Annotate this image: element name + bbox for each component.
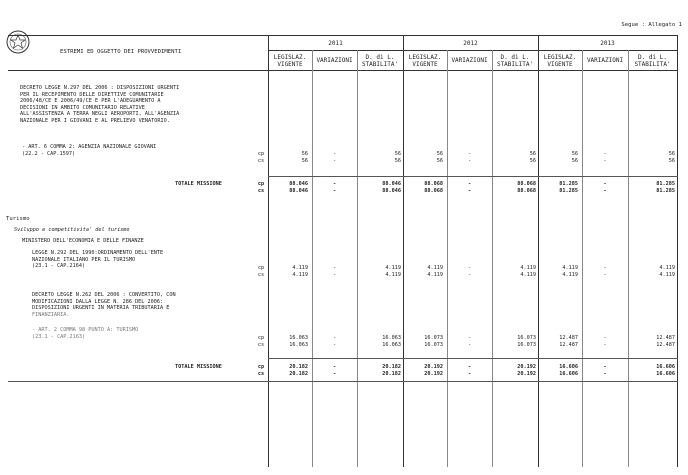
- law-292-text: LEGGE N.292 DEL 1990:ORDINAMENTO DELL'ENTE NAZIONALE ITALIANO PER IL TURISMO (23.1 - CAP.2164): [32, 250, 164, 269]
- value-var-cs: -: [332, 188, 337, 194]
- value-stab-cs: 16.073: [517, 342, 536, 348]
- value-stab-cp: 4.119: [520, 265, 536, 271]
- value-leg-cp: 12.487: [559, 335, 578, 341]
- col-divider: [403, 35, 404, 467]
- value-var-cs: -: [603, 272, 607, 278]
- year-2012: 2012: [463, 40, 478, 47]
- value-leg-cs: 4.119: [562, 272, 578, 278]
- value-leg-cp: 20.182: [289, 364, 308, 370]
- value-stab-cs: 20.192: [517, 371, 536, 377]
- cs-label: cs: [257, 342, 265, 348]
- value-var-cp: -: [332, 364, 337, 370]
- value-stab-cs: 4.119: [385, 272, 401, 278]
- value-leg-cs: 88.046: [289, 188, 308, 194]
- col-divider: [447, 50, 448, 467]
- value-var-cp: -: [332, 335, 337, 341]
- value-leg-cp: 88.068: [424, 181, 443, 187]
- subheader-2011-2: D. di L. STABILITA': [361, 54, 399, 68]
- value-var-cs: -: [467, 272, 472, 278]
- value-leg-cp: 4.119: [292, 265, 308, 271]
- decree-262-text: DECRETO LEGGE N.262 DEL 2006 : CONVERTITO, CON MODIFICAZIONI DALLA LEGGE N. 286 DEL 2006: DISPOSIZIONI URGENTI IN MATERIA TRIBUTARIA E FINANZIARIA.: [32, 292, 176, 318]
- cp-label: cp: [257, 181, 265, 187]
- decree-297-text: DECRETO LEGGE N.297 DEL 2006 : DISPOSIZIONI URGENTI PER IL RECEPIMENTO DELLE DIRETTIVE COMUNITARIE 2006/48/CE E 2006/49/CE E PER L'ADEGUAMENTO A DECISIONI IN AMBITO COMUNITARIO RELATIVE ALL'ASSISTENZA A TERRA NEGLI AEROPORTI, ALL'AGENZIA NAZIONALE PER I GIOVANI E AL PRELIEVO VENATORIO.: [20, 85, 180, 124]
- value-leg-cs: 4.119: [292, 272, 308, 278]
- total-line: [268, 176, 678, 177]
- value-stab-cp: 56: [529, 151, 536, 157]
- turismo-label: Turismo: [6, 216, 30, 222]
- table-top-border: [8, 35, 678, 36]
- value-leg-cs: 56: [571, 158, 578, 164]
- emblem-seal-icon: [6, 30, 30, 54]
- subheader-2013-0: LEGISLAZ. VIGENTE: [543, 54, 577, 68]
- value-var-cs: -: [467, 371, 472, 377]
- col-divider: [628, 50, 629, 467]
- value-stab-cs: 12.487: [656, 342, 675, 348]
- value-var-cs: -: [603, 158, 607, 164]
- value-leg-cs: 56: [436, 158, 443, 164]
- value-stab-cs: 56: [668, 158, 675, 164]
- value-leg-cp: 16.073: [424, 335, 443, 341]
- value-var-cp: -: [467, 181, 472, 187]
- subheader-2011-0: LEGISLAZ. VIGENTE: [273, 54, 307, 68]
- subheader-2011-1: VARIAZIONI: [316, 57, 353, 64]
- value-stab-cs: 88.046: [382, 188, 401, 194]
- sviluppo-label: Sviluppo e competitivita' del turismo: [14, 227, 130, 233]
- value-leg-cp: 88.046: [289, 181, 308, 187]
- segue-label: Segue : Allegato 1: [621, 22, 682, 28]
- cs-label: cs: [257, 272, 265, 278]
- value-leg-cp: 4.119: [562, 265, 578, 271]
- col-divider: [268, 35, 269, 467]
- value-var-cp: -: [603, 181, 607, 187]
- value-leg-cs: 12.487: [559, 342, 578, 348]
- art6-text: - ART. 6 COMMA 2: AGENZIA NAZIONALE GIOVANI (22.2 - CAP.1597): [22, 144, 157, 157]
- col-divider: [357, 50, 358, 467]
- total-missione-2-label: TOTALE MISSIONE: [175, 364, 222, 370]
- value-var-cp: -: [603, 364, 607, 370]
- total-line: [268, 358, 678, 359]
- cp-label: cp: [257, 335, 265, 341]
- cp-label: cp: [257, 364, 265, 370]
- header-bottom-border: [8, 70, 678, 71]
- value-stab-cs: 81.285: [656, 188, 675, 194]
- value-leg-cs: 81.285: [559, 188, 578, 194]
- cs-label: cs: [257, 188, 265, 194]
- value-leg-cp: 56: [436, 151, 443, 157]
- value-var-cp: -: [332, 265, 337, 271]
- subheader-2013-2: D. di L. STABILITA': [634, 54, 671, 68]
- column-title: ESTREMI ED OGGETTO DEI PROVVEDIMENTI: [60, 49, 182, 55]
- subheader-2012-0: LEGISLAZ. VIGENTE: [408, 54, 442, 68]
- cs-label: cs: [257, 158, 265, 164]
- col-divider: [312, 50, 313, 467]
- value-var-cs: -: [332, 371, 337, 377]
- value-stab-cp: 20.182: [382, 364, 401, 370]
- value-var-cs: -: [467, 342, 472, 348]
- value-stab-cp: 88.068: [517, 181, 536, 187]
- value-var-cs: -: [603, 188, 607, 194]
- value-stab-cs: 20.182: [382, 371, 401, 377]
- value-leg-cs: 88.068: [424, 188, 443, 194]
- value-var-cp: -: [603, 151, 607, 157]
- subheader-2012-2: D. di L. STABILITA': [496, 54, 534, 68]
- value-leg-cs: 20.192: [424, 371, 443, 377]
- value-var-cp: -: [603, 335, 607, 341]
- value-stab-cp: 56: [394, 151, 401, 157]
- value-leg-cs: 56: [301, 158, 308, 164]
- value-stab-cs: 4.119: [659, 272, 675, 278]
- value-stab-cs: 56: [394, 158, 401, 164]
- value-var-cp: -: [332, 181, 337, 187]
- value-stab-cp: 88.046: [382, 181, 401, 187]
- cs-label: cs: [257, 371, 265, 377]
- value-var-cp: -: [467, 364, 472, 370]
- value-leg-cp: 16.606: [559, 364, 578, 370]
- col-divider: [538, 35, 539, 467]
- cp-label: cp: [257, 265, 265, 271]
- value-leg-cp: 20.192: [424, 364, 443, 370]
- value-stab-cp: 20.192: [517, 364, 536, 370]
- value-leg-cp: 56: [301, 151, 308, 157]
- value-stab-cs: 88.068: [517, 188, 536, 194]
- subheader-2012-1: VARIAZIONI: [451, 57, 488, 64]
- value-var-cp: -: [467, 265, 472, 271]
- year-2013: 2013: [600, 40, 615, 47]
- value-stab-cs: 16.063: [382, 342, 401, 348]
- art2-text: - ART. 2 COMMA 98 PUNTO A: TURISMO (23.1 - CAP.2163): [32, 327, 139, 340]
- section-bottom-line: [8, 381, 678, 382]
- value-leg-cp: 56: [571, 151, 578, 157]
- value-stab-cp: 4.119: [385, 265, 401, 271]
- value-stab-cs: 16.606: [656, 371, 675, 377]
- value-var-cs: -: [467, 188, 472, 194]
- value-var-cs: -: [332, 272, 337, 278]
- value-stab-cp: 4.119: [659, 265, 675, 271]
- value-var-cs: -: [332, 342, 337, 348]
- value-stab-cp: 12.487: [656, 335, 675, 341]
- value-var-cp: -: [603, 265, 607, 271]
- value-var-cs: -: [603, 371, 607, 377]
- col-divider: [677, 35, 678, 467]
- value-leg-cp: 16.063: [289, 335, 308, 341]
- value-leg-cp: 81.285: [559, 181, 578, 187]
- value-var-cs: -: [603, 342, 607, 348]
- value-var-cs: -: [467, 158, 472, 164]
- value-stab-cp: 16.606: [656, 364, 675, 370]
- value-leg-cs: 16.073: [424, 342, 443, 348]
- cp-label: cp: [257, 151, 265, 157]
- value-leg-cs: 4.119: [427, 272, 443, 278]
- value-stab-cp: 16.063: [382, 335, 401, 341]
- value-stab-cs: 56: [529, 158, 536, 164]
- value-var-cp: -: [467, 335, 472, 341]
- col-divider: [492, 50, 493, 467]
- year-divider: [268, 50, 678, 51]
- value-var-cp: -: [332, 151, 337, 157]
- col-divider: [582, 50, 583, 467]
- value-stab-cp: 16.073: [517, 335, 536, 341]
- value-stab-cp: 81.285: [656, 181, 675, 187]
- total-missione-1-label: TOTALE MISSIONE: [175, 181, 222, 187]
- value-leg-cs: 16.063: [289, 342, 308, 348]
- value-var-cp: -: [467, 151, 472, 157]
- ministero-label: MINISTERO DELL'ECONOMIA E DELLE FINANZE: [22, 238, 144, 244]
- value-leg-cs: 16.606: [559, 371, 578, 377]
- value-stab-cp: 56: [668, 151, 675, 157]
- value-leg-cs: 20.182: [289, 371, 308, 377]
- value-leg-cp: 4.119: [427, 265, 443, 271]
- subheader-2013-1: VARIAZIONI: [586, 57, 624, 64]
- value-stab-cs: 4.119: [520, 272, 536, 278]
- value-var-cs: -: [332, 158, 337, 164]
- year-2011: 2011: [328, 40, 343, 47]
